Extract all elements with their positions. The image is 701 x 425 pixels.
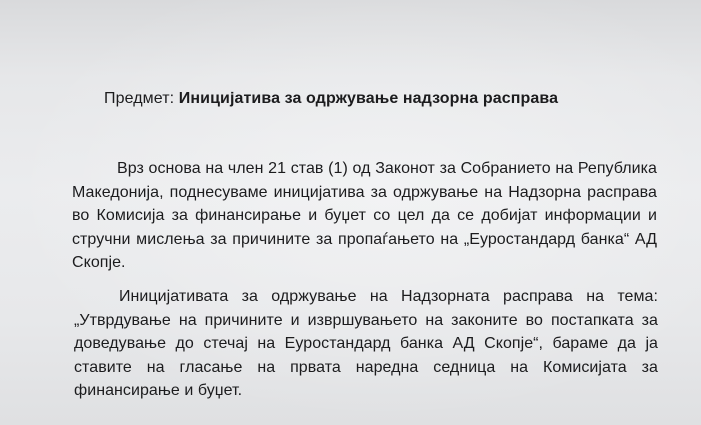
body-paragraph-request: Иницијативата за одржување на Надзорната расправа на тема: „Утврдување на причините и извршувањето на законите во постапката за доведување до стечај на Еуростандард банка АД Скопје“, бараме да ја ставите на гласање на првата наредна седница на Комисијата за финансирање и буџет.: [74, 288, 658, 399]
body-paragraph-legal-basis: Врз основа на член 21 став (1) од Законот за Собранието на Република Македонија, поднесуваме иницијатива за одржување на Надзорна расправа во Комисија за финансирање и буџет со цел да се добијат информации и стручни мислења за причините за пропаѓањето на „Еуростандард банка“ АД Скопје.: [72, 160, 657, 271]
subject-line: [104, 90, 558, 108]
subject-label: Предмет:: [104, 90, 175, 107]
subject-title: Иницијатива за одржување надзорна расправа: [178, 90, 559, 107]
